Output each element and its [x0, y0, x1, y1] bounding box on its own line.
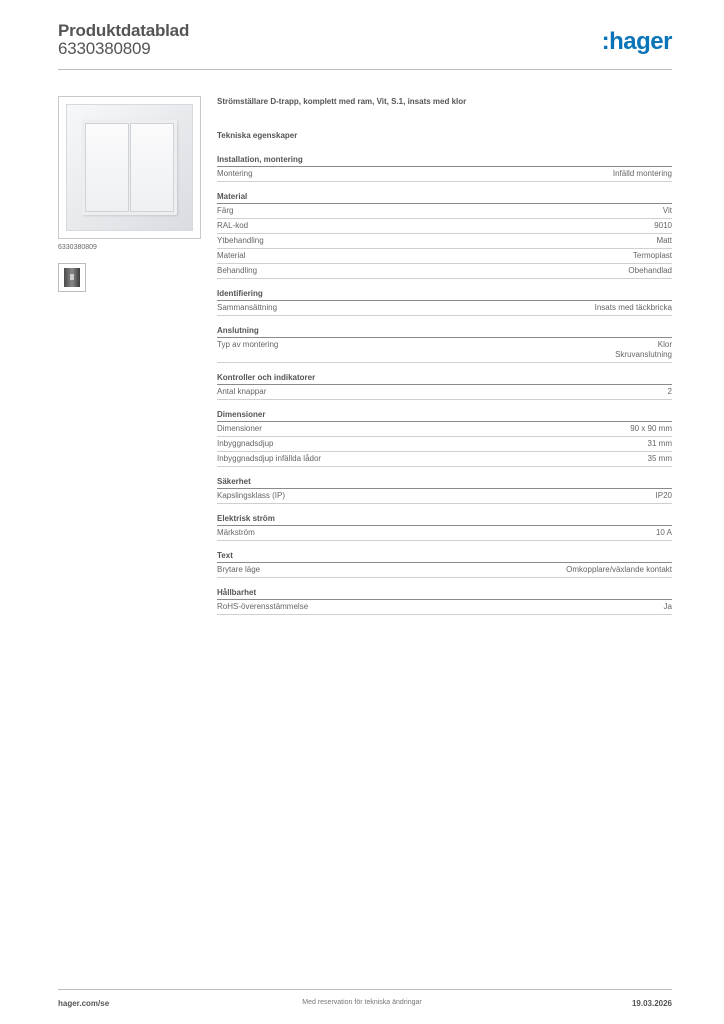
spec-section	[217, 189, 672, 279]
spec-value-line: Infälld montering	[612, 169, 672, 178]
spec-value-line: Matt	[656, 236, 672, 245]
spec-section	[217, 370, 672, 400]
footer-website[interactable]: hager.com/se	[58, 999, 110, 1008]
spec-value-line: 90 x 90 mm	[630, 424, 672, 433]
spec-label: Sammansättning	[217, 303, 278, 312]
spec-row	[217, 452, 672, 467]
section-title: Material	[217, 189, 672, 204]
spec-value-line: Ja	[663, 602, 672, 611]
product-description: Strömställare D-trapp, komplett med ram, Vit, S.1, insats med klor	[217, 97, 467, 106]
spec-row	[217, 301, 672, 316]
footer-notice: Med reservation för tekniska ändringar	[302, 999, 422, 1006]
spec-value	[656, 236, 672, 246]
spec-value	[615, 340, 672, 360]
spec-row	[217, 204, 672, 219]
spec-section	[217, 286, 672, 316]
spec-row	[217, 264, 672, 279]
header-divider	[58, 69, 672, 70]
spec-table	[217, 152, 672, 622]
spec-row	[217, 437, 672, 452]
spec-value-line: 2	[667, 387, 672, 396]
spec-label: Inbyggnadsdjup	[217, 439, 274, 448]
mechanism-thumbnail-image	[64, 268, 80, 287]
spec-label: Inbyggnadsdjup infällda lådor	[217, 454, 322, 463]
spec-label: Behandling	[217, 266, 258, 275]
spec-section	[217, 585, 672, 615]
spec-row	[217, 600, 672, 615]
spec-value	[656, 528, 672, 538]
spec-section	[217, 323, 672, 363]
spec-section	[217, 511, 672, 541]
spec-value	[663, 206, 672, 216]
spec-label: Brytare läge	[217, 565, 261, 574]
section-title: Dimensioner	[217, 407, 672, 422]
section-title: Text	[217, 548, 672, 563]
spec-value	[656, 491, 672, 501]
spec-label: Kapslingsklass (IP)	[217, 491, 286, 500]
spec-label: Färg	[217, 206, 234, 215]
spec-label: Antal knappar	[217, 387, 267, 396]
section-title: Anslutning	[217, 323, 672, 338]
spec-row	[217, 234, 672, 249]
spec-value	[630, 424, 672, 434]
spec-value	[566, 565, 672, 575]
hager-logo: :hager	[601, 28, 672, 55]
spec-value-line: Obehandlad	[628, 266, 672, 275]
spec-section	[217, 407, 672, 467]
spec-value	[668, 387, 672, 397]
spec-value-line: 10 A	[655, 528, 672, 537]
spec-label: RoHS-överensstämmelse	[217, 602, 309, 611]
spec-row	[217, 249, 672, 264]
product-image	[58, 96, 201, 239]
spec-value	[648, 439, 672, 449]
spec-row	[217, 489, 672, 504]
section-title: Hållbarhet	[217, 585, 672, 600]
spec-row	[217, 563, 672, 578]
spec-row	[217, 526, 672, 541]
spec-value	[664, 602, 672, 612]
spec-label: Typ av montering	[217, 340, 279, 349]
spec-section	[217, 474, 672, 504]
spec-label: Märkström	[217, 528, 255, 537]
section-title: Installation, montering	[217, 152, 672, 167]
spec-value-line: 31 mm	[647, 439, 672, 448]
product-thumbnail[interactable]	[58, 263, 86, 292]
tech-heading: Tekniska egenskaper	[217, 131, 298, 140]
spec-row	[217, 385, 672, 400]
footer-date: 19.03.2026	[631, 999, 672, 1008]
spec-row	[217, 338, 672, 363]
spec-value	[595, 303, 672, 313]
spec-label: RAL-kod	[217, 221, 249, 230]
spec-label: Montering	[217, 169, 253, 178]
spec-row	[217, 219, 672, 234]
spec-section	[217, 152, 672, 182]
spec-value	[628, 266, 672, 276]
image-caption: 6330380809	[58, 244, 97, 251]
spec-value	[648, 454, 672, 464]
spec-label: Dimensioner	[217, 424, 262, 433]
switch-frame	[66, 104, 193, 231]
spec-value-line: 9010	[654, 221, 672, 230]
spec-section	[217, 548, 672, 578]
page-title: Produktdatablad	[58, 21, 190, 40]
spec-value-line: 35 mm	[647, 454, 672, 463]
spec-value	[654, 221, 672, 231]
spec-value-line: Omkopplare/växlande kontakt	[566, 565, 672, 574]
section-title: Identifiering	[217, 286, 672, 301]
spec-value	[613, 169, 672, 179]
spec-value-line: Vit	[662, 206, 672, 215]
rocker-right	[130, 123, 174, 212]
section-title: Elektrisk ström	[217, 511, 672, 526]
spec-value-line: Skruvanslutning	[615, 350, 672, 359]
spec-value-line: Termoplast	[632, 251, 672, 260]
spec-value-line: IP20	[655, 491, 672, 500]
spec-row	[217, 167, 672, 182]
footer-divider	[58, 989, 672, 990]
section-title: Säkerhet	[217, 474, 672, 489]
spec-label: Material	[217, 251, 246, 260]
spec-value	[633, 251, 672, 261]
section-title: Kontroller och indikatorer	[217, 370, 672, 385]
switch-plate	[82, 120, 177, 215]
rocker-left	[85, 123, 129, 212]
spec-value-line: Insats med täckbricka	[594, 303, 672, 312]
product-number: 6330380809	[58, 39, 151, 58]
spec-label: Ytbehandling	[217, 236, 264, 245]
spec-row	[217, 422, 672, 437]
spec-value-line: Klor	[657, 340, 672, 349]
